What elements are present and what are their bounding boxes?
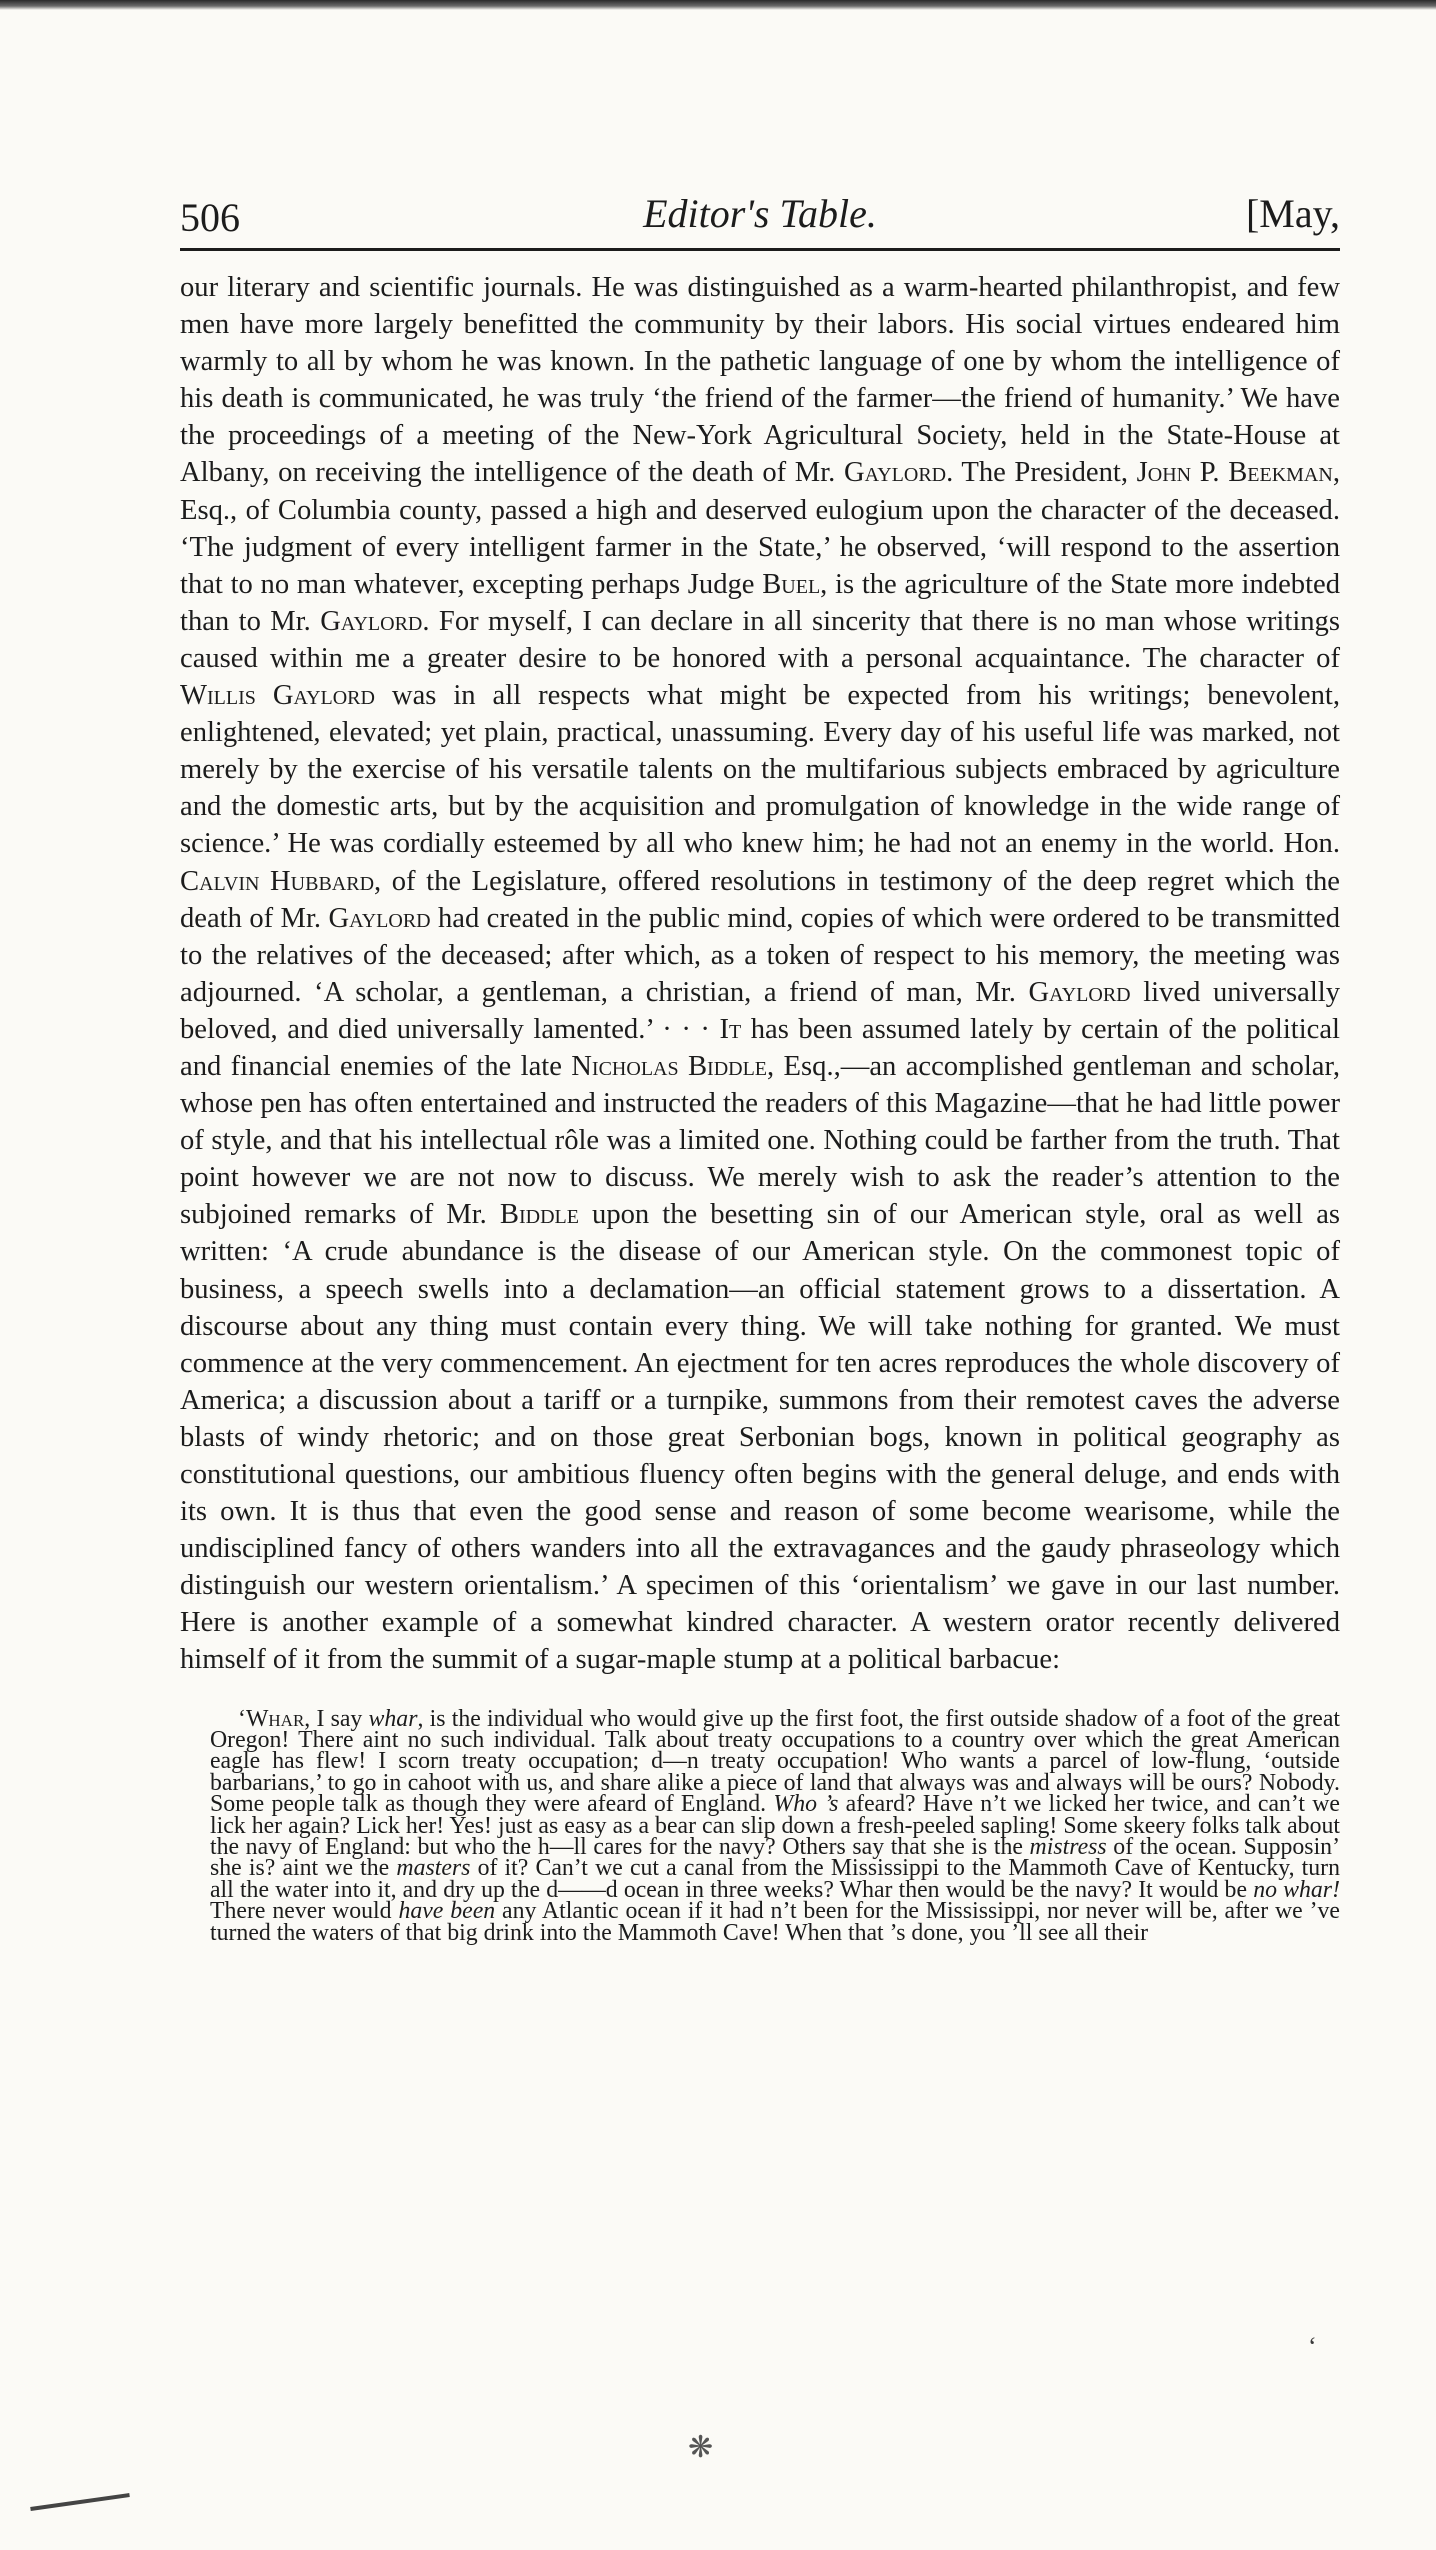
text-run: . For myself, I can declare in all sincerity that there is no man whose writings caused within me a greater desire to be honored with a personal acquaintance. The character of [180, 605, 1340, 674]
italic-word: have been [398, 1898, 496, 1925]
italic-word: Who ’s [773, 1791, 839, 1818]
running-title: Editor's Table. [643, 191, 877, 236]
text-run: our literary and scientific journals. He was distinguished as a warm-hearted philanthropist, and few men have more largely benefitted the community by their labors. His social virtues endeared him warmly to all by whom he was known. In the pathetic language of one by whom the intelligence of his death is communicated, he was truly ‘the friend of the farmer—the friend of humanity.’ We have the proceedings of a meeting of the New-York Agricultural Society, held in the State-House at Albany, on receiving the intelligence of the death of Mr. [180, 272, 1340, 489]
italic-word: whar [368, 1705, 418, 1732]
text-run: has been assumed lately by certain of the political and financial enemies of the late [180, 1013, 1340, 1082]
small-caps-name: Gaylord [843, 457, 947, 489]
small-caps-name: John P. Beekman [1136, 457, 1333, 489]
text-run: , of the Legislature, offered resolutions in testimony of the deep regret which the death of Mr. [180, 865, 1340, 934]
block-quote [210, 1705, 1340, 1946]
italic-word: no whar! [1253, 1876, 1340, 1903]
text-run: of the ocean. Supposin’ she is? aint we the [210, 1834, 1340, 1882]
small-caps-name: Nicholas Biddle [571, 1050, 768, 1082]
page-corner-smudge [30, 2493, 130, 2511]
book-page [180, 190, 1340, 1944]
text-run: had created in the public mind, copies of which were ordered to be transmitted to the relatives of the deceased; after which, as a token of respect to his memory, the meeting was adjourned. ‘A scholar, a gentleman, a christian, a friend of man, Mr. [180, 902, 1341, 1008]
text-run: was in all respects what might be expected from his writings; benevolent, enlightened, elevated; yet plain, practical, unassuming. Every day of his useful life was marked, not merely by the exercise of his versatile talents on the multifarious subjects embraced by agriculture and the domestic arts, but by the acquisition and promulgation of knowledge in the wide range of science.’ He was cordially esteemed by all who knew him; he had not an enemy in the world. Hon. [180, 680, 1340, 860]
page-number: 506 [180, 195, 240, 240]
small-caps-name: Buel [762, 568, 821, 600]
italic-word: masters [396, 1855, 471, 1882]
text-run: , Esq.,—an accomplished gentleman and scholar, whose pen has often entertained and instructed the readers of this Magazine—that he had little power of style, and that his intellectual rôle was a limited one. Nothing could be farther from the truth. That point however we are not now to discuss. We merely wish to ask the reader’s attention to the subjoined remarks of Mr. [180, 1050, 1340, 1231]
ink-speck-icon: ‘ [1308, 2332, 1317, 2361]
small-caps-name: Calvin Hubbard [180, 865, 375, 897]
small-caps-name: Gaylord [1028, 976, 1131, 1008]
body-paragraph [180, 269, 1340, 1679]
text-run: , Esq., of Columbia county, passed a high and deserved eulogium upon the character of the deceased. ‘The judgment of every intelligent farmer in the State,’ he observed, ‘will respond to the assertion that to no man whatever, excepting perhaps Judge [180, 457, 1340, 600]
text-run: upon the besetting sin of our American style, oral as well as written: ‘A crude abundance is the disease of our American style. On the commonest topic of business, a speech swells into a declamation—an official statement grows to a dissertation. A discourse about any thing must contain every thing. We will take nothing for granted. We must commence at the very commencement. An ejectment for ten acres reproduces the whole discovery of America; a discussion about a tariff or a turnpike, summons from their remotest caves the adverse blasts of windy rhetoric; and on those great Serbonian bogs, known in political geography as constitutional questions, our ambitious fluency often begins with the general deluge, and ends with its own. It is thus that even the good sense and reason of some become wearisome, while the undisciplined fancy of others wanders into all the extravagances and the gaudy phraseology which distinguish our western orientalism.’ A specimen of this ‘orientalism’ we gave in our last number. Here is another example of a somewhat kindred character. A western orator recently delivered himself of it from the summit of a sugar-maple stump at a political barbacue: [180, 1199, 1341, 1676]
text-run: . The President, [946, 457, 1137, 489]
text-run: of it? Can’t we cut a canal from the Mississippi to the Mammoth Cave of Kentucky, turn all the water into it, and dry up the d——d ocean in three weeks? Whar then would be the navy? It would be [210, 1855, 1340, 1903]
text-run: ‘ [238, 1705, 246, 1732]
italic-word: mistress [1029, 1834, 1107, 1860]
page-top-edge [0, 0, 1436, 10]
text-run: afeard? Have n’t we licked her twice, and can’t we lick her again? Lick her! Yes! just as easy as a bear can slip down a fresh-peeled sapling! Some skeery folks talk about the navy of England: but who the h—ll cares for the navy? Others say that she is the [210, 1791, 1340, 1860]
text-run: , is the individual who would give up the first foot, the first outside shadow of a foot of the great Oregon! There aint no such individual. Talk about treaty occupations to a country over which the great American eagle has flew! I scorn treaty occupation; d—n treaty occupation! Who wants a parcel of low-flung, ‘outside barbarians,’ to go in cahoot with us, and share alike a piece of land that always was and always will be ours? Nobody. Some people talk as though they were afeard of England. [210, 1705, 1340, 1818]
text-run: any Atlantic ocean if it had n’t been for the Mississippi, nor never will be, after we ’ve turned the waters of that big drink into the Mammoth Cave! When that ’s done, you ’ll see all their [210, 1898, 1340, 1946]
small-caps-name: Biddle [499, 1199, 579, 1231]
small-caps-name: Gaylord [320, 605, 423, 637]
quote-paragraph [210, 1705, 1340, 1946]
text-run: , is the agriculture of the State more indebted than to Mr. [180, 568, 1340, 637]
small-caps-word: Whar [245, 1705, 305, 1732]
main-paragraph [180, 269, 1340, 1679]
small-caps-name: Gaylord [328, 902, 431, 934]
small-caps-name: Willis Gaylord [180, 680, 375, 712]
text-run: There never would [210, 1898, 399, 1925]
running-date: [May, [1245, 191, 1340, 236]
text-run: , I say [304, 1705, 369, 1732]
small-caps-word: It [719, 1013, 742, 1045]
printer-ornament-icon: ❋ [688, 2431, 714, 2464]
header-rule [180, 248, 1340, 251]
text-run: lived universally beloved, and died universally lamented.’ · · · [180, 976, 1341, 1045]
running-head [180, 190, 1340, 246]
